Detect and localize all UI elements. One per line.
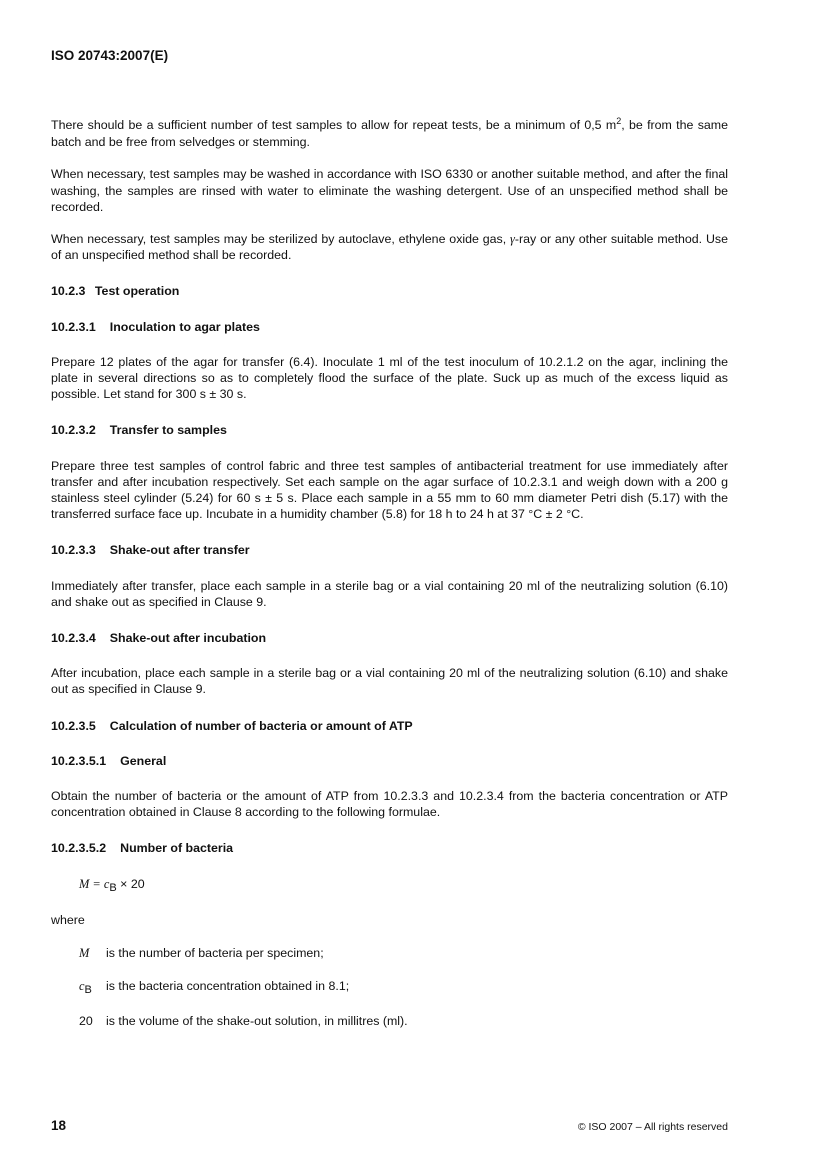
section-heading [51,283,728,299]
section-number: 10.2.3.5.1 [51,753,107,768]
paragraph-shakeout-incubation: After incubation, place each sample in a sterile bag or a vial containing 20 ml of the neutralizing solution (6.10) and shake out as specified in Clause 9. [51,666,728,697]
definition-item [79,945,728,961]
document-body [51,117,728,1046]
gamma-symbol: γ [510,232,515,247]
section-heading [51,630,728,646]
section-title: Calculation of number of bacteria or amount of ATP [109,718,413,733]
formula-operator: × 20 [116,876,145,891]
paragraph-general: Obtain the number of bacteria or the amount of ATP from 10.2.3.3 and 10.2.3.4 from the bacteria concentration or ATP concentration obtained in Clause 8 according to the following formulae. [51,789,728,820]
text-run: -ray or any other suitable method. Use of an unspecified method shall be recorded. [51,232,728,263]
definition-symbol: 20 [79,1013,93,1028]
section-heading [51,319,728,335]
paragraph-sterilization [51,231,728,263]
definition-symbol-letter: c [79,979,85,994]
definition-text: is the bacteria concentration obtained in 8.1; [106,979,350,994]
section-heading [51,840,728,856]
section-number: 10.2.3.1 [51,319,96,334]
copyright-notice: © ISO 2007 – All rights reserved [577,1121,728,1133]
section-number: 10.2.3 [51,284,86,299]
section-heading [51,422,728,438]
definition-item [79,978,728,995]
paragraph-washing: When necessary, test samples may be washed in accordance with ISO 6330 or another suitable method, and after the final washing, the samples are rinsed with water to eliminate the washing detergent. Use of an unspecified method shall be recorded. [51,167,728,214]
definition-text: is the number of bacteria per specimen; [106,946,324,961]
document-id: ISO 20743:2007(E) [51,48,169,63]
definition-subscript: B [84,984,92,997]
formula [79,876,728,893]
section-number: 10.2.3.2 [51,423,96,438]
definition-item [79,1013,728,1029]
text-run: When necessary, test samples may be sterilized by autoclave, ethylene oxide gas, [51,232,511,247]
section-heading [51,718,728,734]
superscript: 2 [616,116,622,126]
paragraph-shakeout-transfer: Immediately after transfer, place each sample in a sterile bag or a vial containing 20 ml of the neutralizing solution (6.10) and shake out as specified in Clause 9. [51,578,728,609]
section-title: Shake-out after incubation [109,631,267,646]
formula-subscript: B [109,881,117,894]
paragraph-sample-count [51,117,728,150]
formula-variable: c [103,876,110,891]
section-title: Test operation [94,284,180,299]
section-title: Number of bacteria [120,841,234,856]
section-heading [51,753,728,769]
section-number: 10.2.3.4 [51,631,96,646]
paragraph-transfer: Prepare three test samples of control fabric and three test samples of antibacterial treatment for use immediately after transfer and after incubation respectively. Set each sample on the agar surface of 10.2.3.1 and weigh down with a 200 g stainless steel cylinder (5.24) for 60 s ± 5 s. Place each sample in a 55 mm to 60 mm diameter Petri dish (5.17) with the transferred surface face up. Incubate in a humidity chamber (5.8) for 18 h to 24 h at 37 °C ± 2 °C. [51,458,728,522]
paragraph-inoculation: Prepare 12 plates of the agar for transfer (6.4). Inoculate 1 ml of the test inoculum of 10.2.1.2 on the agar, inclining the plate in several directions so as to completely flood the surface of the plate. Suck up as much of the excess liquid as possible. Let stand for 300 s ± 30 s. [51,354,728,402]
section-title: Inoculation to agar plates [109,319,260,334]
definition-text: is the volume of the shake-out solution, in millitres (ml). [106,1013,408,1028]
text-run: , be from the same batch and be free from selvedges or stemming. [51,118,728,150]
section-title: General [120,753,167,768]
section-number: 10.2.3.3 [51,543,96,558]
definition-symbol: M [79,946,90,961]
section-number: 10.2.3.5 [51,718,96,733]
where-label: where [51,912,85,927]
text-run: There should be a sufficient number of test samples to allow for repeat tests, be a minimum of 0,5 m [51,118,617,132]
document-page [51,0,728,1169]
page-number: 18 [51,1118,67,1133]
formula-variable: M [79,876,90,891]
formula-operator: = [89,876,104,891]
section-title: Shake-out after transfer [109,543,250,558]
section-number: 10.2.3.5.2 [51,841,107,856]
definition-symbol [79,978,106,995]
section-heading [51,542,728,558]
section-title: Transfer to samples [109,423,227,438]
